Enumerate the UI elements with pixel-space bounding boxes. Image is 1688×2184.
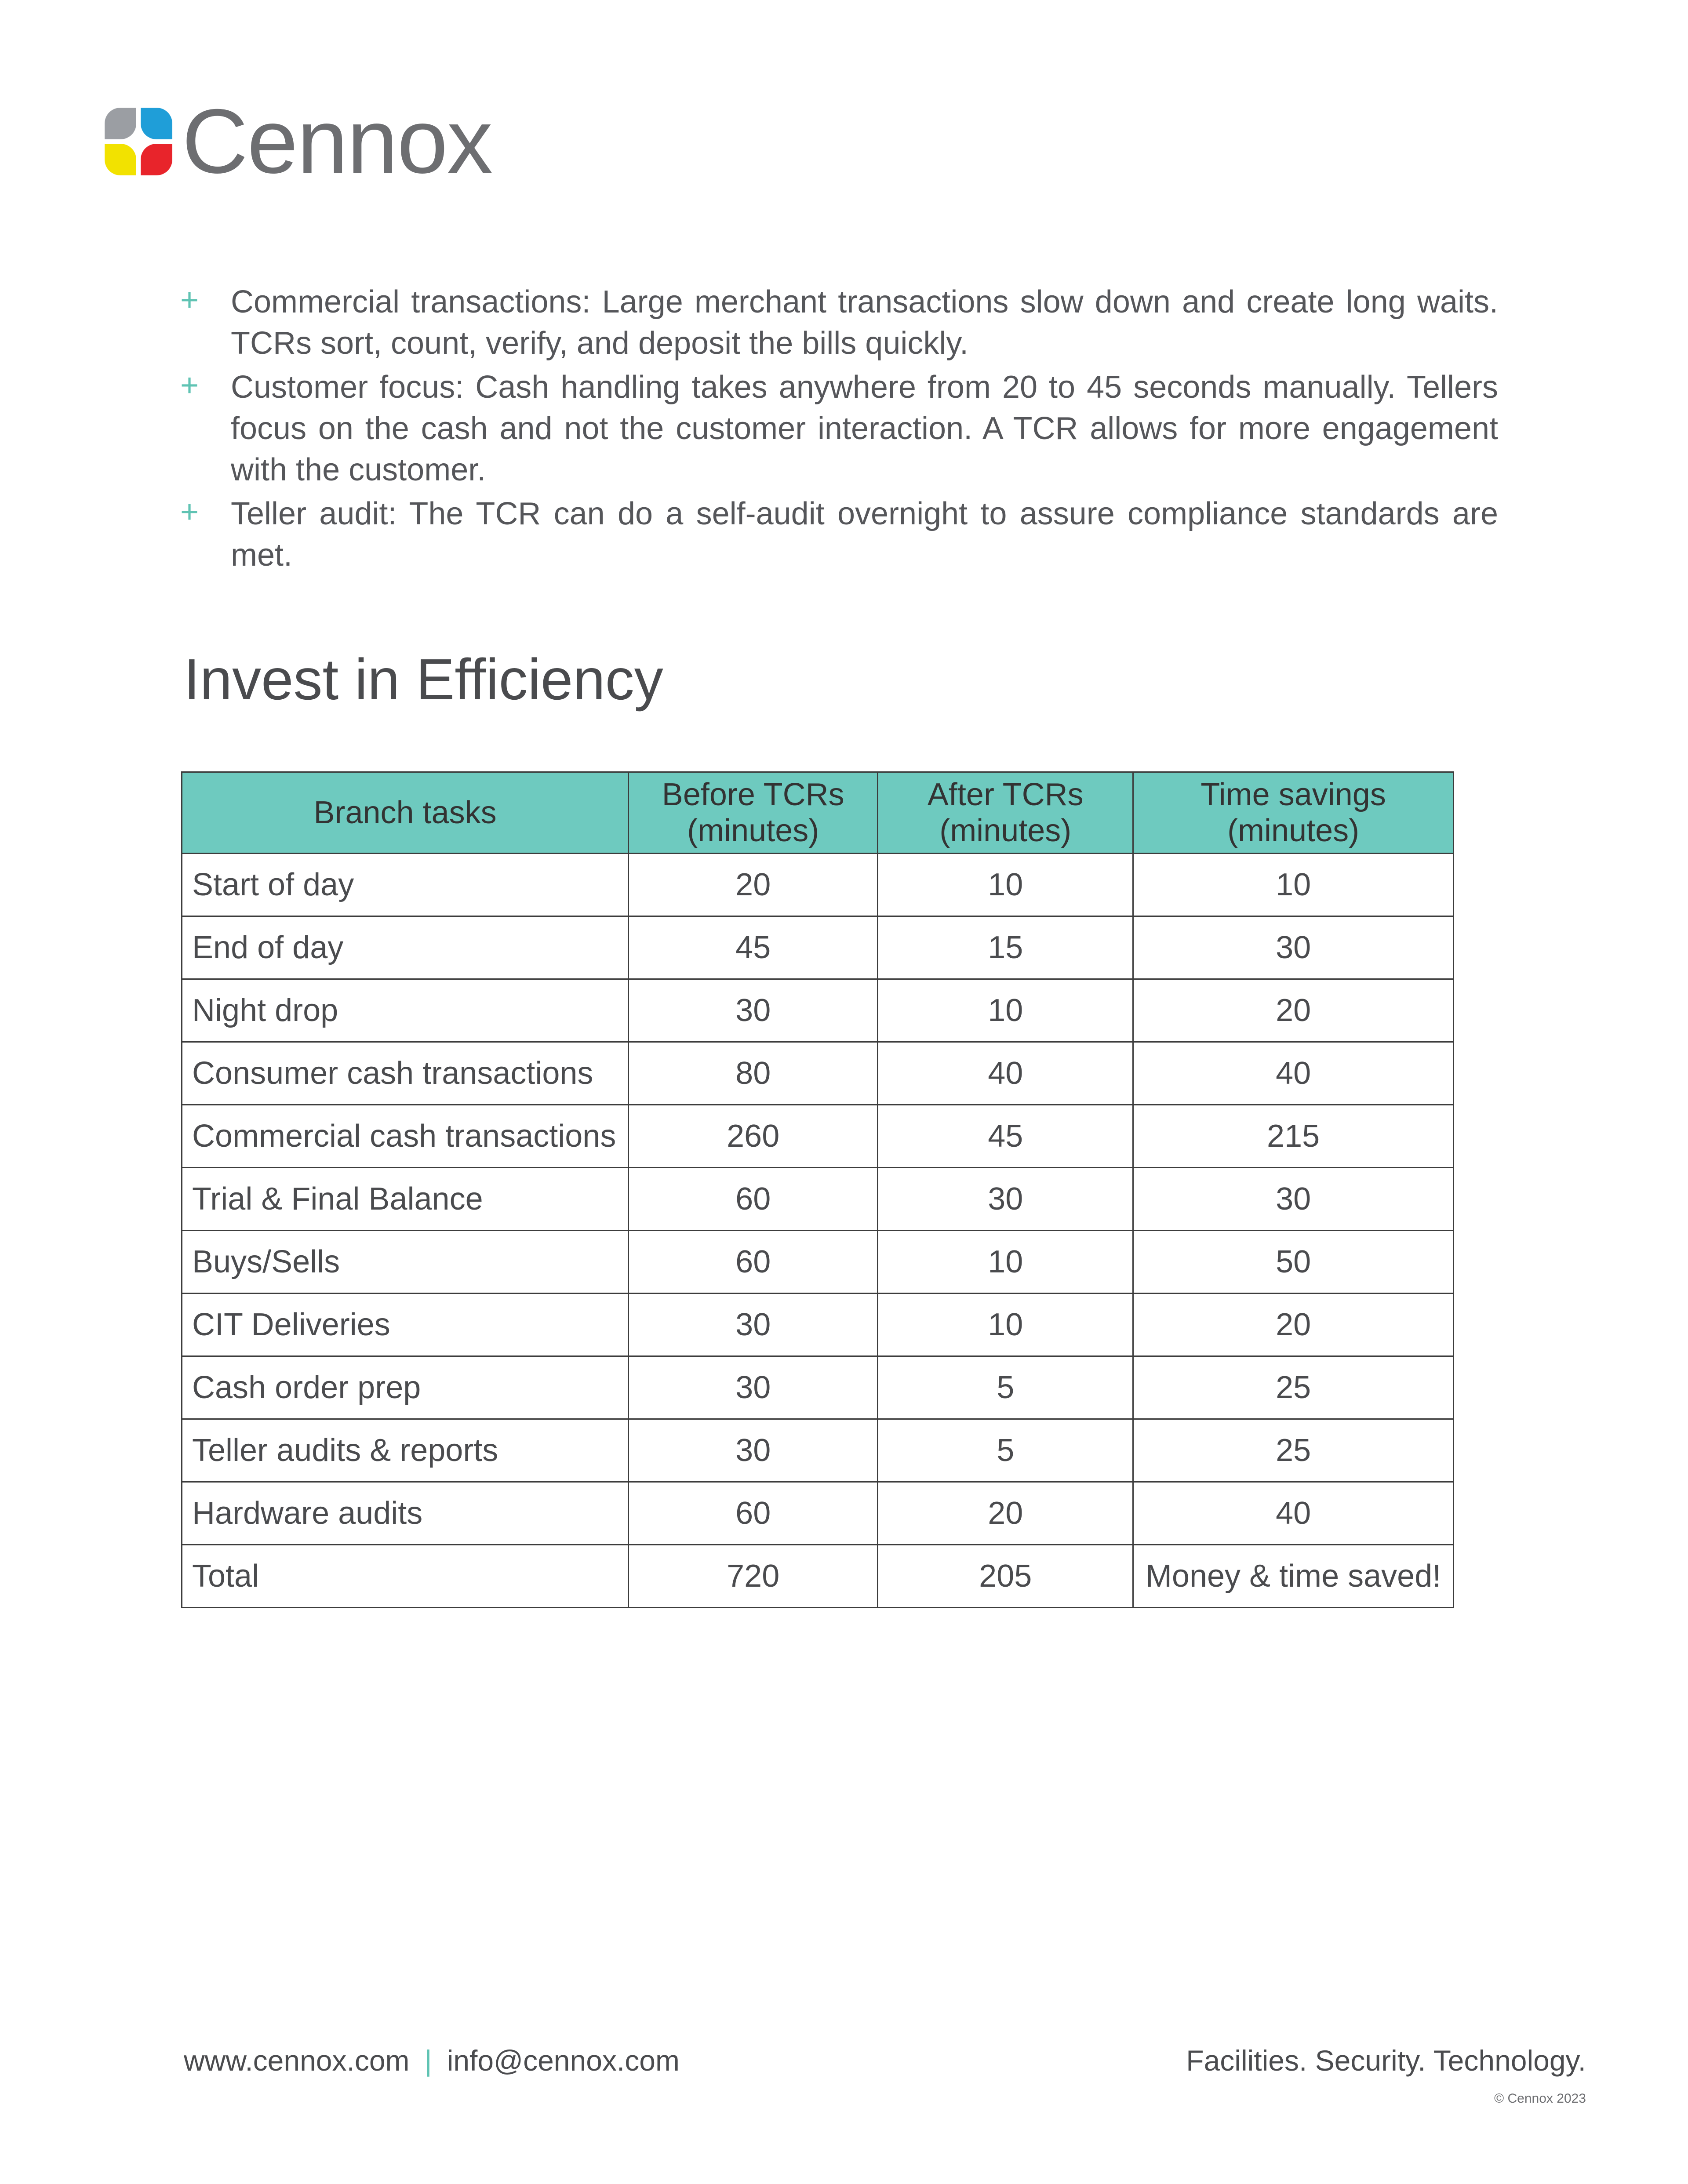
before-cell: 60 [629,1168,878,1231]
footer-contact [184,2044,680,2077]
task-cell: Commercial cash transactions [182,1105,629,1168]
before-cell: 30 [629,979,878,1042]
bullet-list [180,281,1498,578]
before-cell: 60 [629,1231,878,1294]
copyright: © Cennox 2023 [1494,2091,1586,2106]
table-row [182,854,1454,916]
after-cell: 15 [878,916,1133,979]
table-row [182,979,1454,1042]
after-cell: 10 [878,979,1133,1042]
before-cell: 30 [629,1356,878,1419]
after-cell: 205 [878,1545,1133,1608]
logo-wordmark: Cennox [182,91,492,193]
before-cell: 30 [629,1419,878,1482]
savings-cell: 25 [1133,1356,1454,1419]
savings-cell: 30 [1133,1168,1454,1231]
before-cell: 260 [629,1105,878,1168]
savings-cell: 40 [1133,1042,1454,1105]
task-cell: Cash order prep [182,1356,629,1419]
task-cell: CIT Deliveries [182,1294,629,1356]
bullet-item [180,367,1498,491]
after-cell: 30 [878,1168,1133,1231]
header-time-savings: Time savings (minutes) [1133,772,1454,854]
savings-cell: 25 [1133,1419,1454,1482]
table-row [182,1356,1454,1419]
table-body [182,854,1454,1608]
table-row [182,1231,1454,1294]
before-cell: 60 [629,1482,878,1545]
after-cell: 40 [878,1042,1133,1105]
task-cell: Hardware audits [182,1482,629,1545]
section-heading: Invest in Efficiency [184,647,663,712]
table-row [182,1168,1454,1231]
after-cell: 5 [878,1356,1133,1419]
logo-mark-icon [105,108,172,175]
footer-divider: | [424,2044,432,2077]
savings-cell: 40 [1133,1482,1454,1545]
table-row [182,1545,1454,1608]
table-row [182,1419,1454,1482]
after-cell: 5 [878,1419,1133,1482]
table-row [182,916,1454,979]
header-branch-tasks: Branch tasks [182,772,629,854]
task-cell: Buys/Sells [182,1231,629,1294]
plus-icon: + [180,283,199,318]
bullet-text: Customer focus: Cash handling takes anywhere from 20 to 45 seconds manually. Tellers focus on the cash and not the customer interaction. A TCR allows for more engagement with the customer. [231,370,1498,487]
task-cell: Night drop [182,979,629,1042]
bullet-item [180,281,1498,364]
after-cell: 10 [878,1231,1133,1294]
after-cell: 20 [878,1482,1133,1545]
after-cell: 10 [878,1294,1133,1356]
table-header-row [182,772,1454,854]
cennox-logo [105,91,492,193]
before-cell: 80 [629,1042,878,1105]
plus-icon: + [180,368,199,403]
savings-cell: 50 [1133,1231,1454,1294]
header-before-tcrs: Before TCRs (minutes) [629,772,878,854]
savings-cell: Money & time saved! [1133,1545,1454,1608]
savings-cell: 30 [1133,916,1454,979]
email-link[interactable]: info@cennox.com [447,2044,680,2077]
bullet-text: Teller audit: The TCR can do a self-audit overnight to assure compliance standards are met. [231,496,1498,573]
task-cell: Trial & Final Balance [182,1168,629,1231]
plus-icon: + [180,494,199,530]
after-cell: 45 [878,1105,1133,1168]
savings-cell: 215 [1133,1105,1454,1168]
table-row [182,1482,1454,1545]
before-cell: 30 [629,1294,878,1356]
table-row [182,1105,1454,1168]
task-cell: Start of day [182,854,629,916]
before-cell: 720 [629,1545,878,1608]
table-row [182,1294,1454,1356]
savings-cell: 10 [1133,854,1454,916]
savings-cell: 20 [1133,979,1454,1042]
header-after-tcrs: After TCRs (minutes) [878,772,1133,854]
efficiency-table [181,771,1454,1608]
task-cell: Teller audits & reports [182,1419,629,1482]
before-cell: 20 [629,854,878,916]
table-row [182,1042,1454,1105]
savings-cell: 20 [1133,1294,1454,1356]
task-cell: Consumer cash transactions [182,1042,629,1105]
bullet-item [180,493,1498,576]
before-cell: 45 [629,916,878,979]
website-link[interactable]: www.cennox.com [184,2044,410,2077]
bullet-text: Commercial transactions: Large merchant transactions slow down and create long waits. TCRs sort, count, verify, and deposit the bills quickly. [231,284,1498,361]
after-cell: 10 [878,854,1133,916]
task-cell: End of day [182,916,629,979]
task-cell: Total [182,1545,629,1608]
tagline: Facilities. Security. Technology. [1186,2044,1586,2077]
